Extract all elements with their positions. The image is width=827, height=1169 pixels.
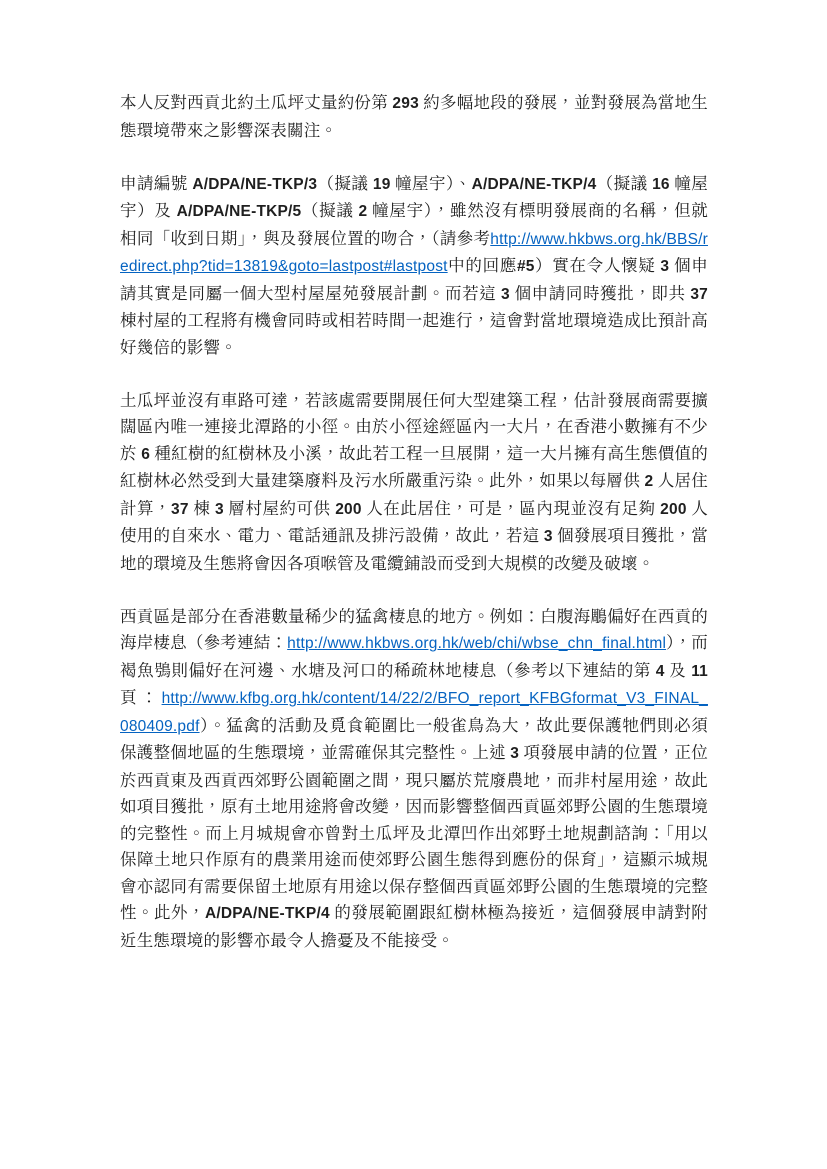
- text-run: 幢屋宇）及: [120, 173, 708, 220]
- text-run: （擬議: [301, 201, 359, 220]
- text-run: 約多幅地段的發展，並對發展為當地生態環境帶來之影響深表關注。: [120, 93, 708, 140]
- text-run: 土瓜坪並沒有車路可達，若該處需要開展任何大型建築工程，估計發展商需要擴闊區內唯一連接北潭路的小徑。由於小徑途經區內一大片，在香港小數擁有不少於: [120, 390, 708, 463]
- latin-text: 2: [358, 203, 368, 220]
- text-run: 個申請其實是同屬一個大型村屋屋苑發展計劃。而若這: [120, 256, 708, 303]
- latin-text: A/DPA/NE-TKP/4: [204, 905, 330, 922]
- latin-text: 16: [652, 175, 670, 193]
- latin-text: 2: [644, 473, 654, 490]
- text-run: ），而褐魚鴞則偏好在河邊、水塘及河口的稀疏林地棲息（參考以下連結的第: [120, 633, 708, 680]
- latin-text: 37: [171, 500, 189, 518]
- text-run: 個申請同時獲批，即共: [509, 283, 691, 303]
- text-run: 的發展範圍跟紅樹林極為接近，這個發展申請對附近生態環境的影響亦最令人擔憂及不能接受。: [120, 903, 709, 950]
- text-run: 申請編號: [120, 173, 193, 193]
- text-run: 棟: [188, 498, 215, 518]
- text-run: 棟村屋的工程將有機會同時或相若時間一起進行，這會對當地環境造成比預計高好幾倍的影響。: [120, 311, 708, 357]
- latin-text: 293: [392, 95, 419, 112]
- text-run: 人在此居住，可是，區內現並沒有足夠: [361, 498, 661, 518]
- text-run: 頁：: [120, 688, 162, 707]
- latin-text: #5: [516, 258, 535, 275]
- latin-text: 3: [501, 285, 510, 303]
- text-run: 幢屋宇）、: [390, 173, 472, 193]
- hyperlink[interactable]: http://www.hkbws.org.hk/BBS/redirect.php?tid=13819&goto=lastpost#lastpost: [120, 230, 708, 275]
- latin-text: 4: [655, 662, 665, 680]
- hyperlink[interactable]: http://www.hkbws.org.hk/web/chi/wbse_chn_final.html: [287, 635, 667, 652]
- text-run: 本人反對西貢北約土瓜坪丈量約份第: [120, 93, 393, 112]
- text-run: 人居住計算，: [120, 471, 708, 518]
- text-run: 中的回應: [447, 256, 517, 275]
- paragraph-2: [120, 171, 708, 362]
- hyperlink[interactable]: http://www.kfbg.org.hk/content/14/22/2/BFO_report_KFBGformat_V3_FINAL_080409.pdf: [120, 690, 708, 735]
- text-run: ）。猛禽的活動及覓食範圍比一般雀鳥為大，故此要保護牠們則必須保護整個地區的生態環境，並需確保其完整性。上述: [120, 715, 708, 762]
- text-run: 種紅樹的紅樹林及小溪，故此若工程一旦展開，這一大片擁有高生態價值的紅樹林必然受到大量建築廢料及污水所嚴重污染。此外，如果以每層供: [120, 443, 708, 490]
- latin-text: 11: [691, 662, 708, 680]
- text-run: 項發展申請的位置，正位於西貢東及西貢西郊野公園範圍之間，現只屬於荒廢農地，而非村屋用途，故此如項目獲批，原有土地用途將會改變，因而影響整個西貢區郊野公園的生態環境的完整性。而上月城規會亦曾對土瓜坪及北潭凹作出郊野土地規劃諮詢：「用以保障土地只作原有的農業用途而使郊野公園生態得到應份的保育」，這顯示城規會亦認同有需要保留土地原有用途以保存整個西貢區郊野公園的生態環境的完整性。此外，: [120, 743, 708, 922]
- text-run: 幢屋宇），雖然沒有標明發展商的名稱，但就相同「收到日期」，與及發展位置的吻合，（請參考: [120, 201, 708, 248]
- text-run: 層村屋約可供: [223, 498, 336, 518]
- text-run: 人使用的自來水、電力、電話通訊及排污設備，故此，若這: [120, 498, 708, 545]
- text-run: （擬議: [596, 173, 653, 193]
- latin-text: 200: [335, 500, 362, 518]
- document-body: [120, 90, 708, 954]
- paragraph-1: [120, 90, 708, 144]
- latin-text: 37: [690, 285, 708, 303]
- text-run: ）實在令人懷疑: [534, 256, 661, 275]
- latin-text: 3: [510, 745, 520, 762]
- text-run: 個發展項目獲批，當地的環境及生態將會因各項喉管及電纜鋪設而受到大規模的改變及破壞。: [120, 526, 709, 573]
- latin-text: A/DPA/NE-TKP/5: [176, 203, 302, 220]
- latin-text: 3: [215, 500, 224, 518]
- latin-text: 200: [660, 500, 687, 518]
- latin-text: 19: [372, 175, 391, 193]
- text-run: 及: [664, 660, 692, 680]
- latin-text: A/DPA/NE-TKP/3: [192, 175, 318, 193]
- latin-text: 3: [543, 528, 553, 545]
- text-run: （擬議: [317, 173, 373, 193]
- paragraph-3: [120, 388, 708, 578]
- latin-text: A/DPA/NE-TKP/4: [471, 175, 597, 193]
- paragraph-4: [120, 604, 708, 955]
- latin-text: 3: [660, 258, 670, 275]
- text-run: 西貢區是部分在香港數量稀少的猛禽棲息的地方。例如：白腹海鵰偏好在西貢的海岸棲息（參考連結：: [120, 606, 708, 652]
- latin-text: 6: [141, 445, 151, 463]
